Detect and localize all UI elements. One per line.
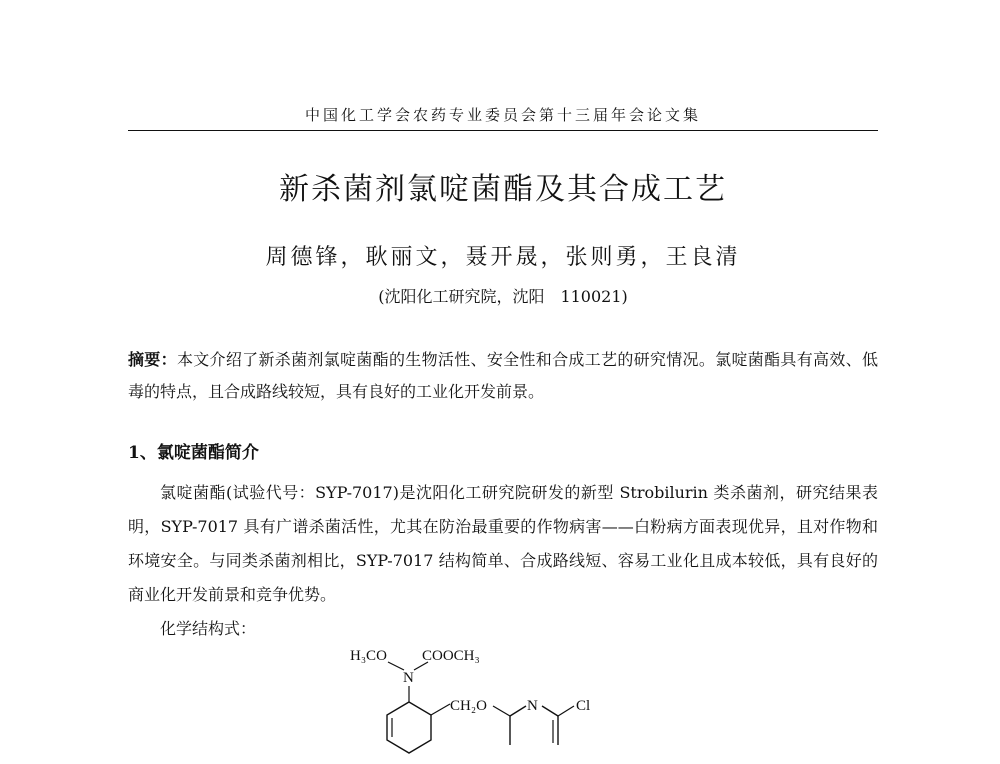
bond-o-pyridine — [493, 706, 510, 716]
cl-label: Cl — [576, 698, 591, 714]
running-header: 中国化工学会农药专业委员会第十三届年会论文集 — [304, 106, 701, 124]
header-rule — [128, 130, 878, 131]
affiliation: (沈阳化工研究院，沈阳 110021) — [378, 287, 628, 306]
pyridine-n-c-bond — [542, 706, 558, 716]
h3co-label: H₃CO — [350, 648, 387, 664]
bond-c-cl — [558, 706, 574, 716]
abstract — [128, 344, 878, 408]
bond-ring-ch2 — [431, 704, 450, 715]
cooch3-label: COOCH₃ — [422, 648, 480, 664]
pyridine-upper-bond — [510, 706, 526, 716]
paper-title: 新杀菌剂氯啶菌酯及其合成工艺 — [279, 172, 727, 207]
n-atom-label: N — [403, 670, 414, 686]
bond-n-methoxy — [388, 662, 404, 670]
section-heading: 1、氯啶菌酯简介 — [128, 443, 259, 463]
ch2o-label: CH₂O — [450, 698, 487, 714]
abstract-text: 本文介绍了新杀菌剂氯啶菌酯的生物活性、安全性和合成工艺的研究情况。氯啶菌酯具有高效、低毒的特点，且合成路线较短，具有良好的工业化开发前景。 — [128, 350, 878, 401]
pyridine-n-label: N — [527, 698, 538, 714]
benzene-ring — [387, 702, 431, 753]
structure-label: 化学结构式： — [160, 619, 257, 638]
structure-diagram — [330, 640, 630, 760]
abstract-label: 摘要： — [128, 350, 177, 369]
bond-n-ester — [414, 662, 428, 670]
author-list: 周德锋，耿丽文，聂开晟，张则勇，王良清 — [265, 245, 741, 270]
chemical-structure — [330, 640, 630, 760]
body-paragraph: 氯啶菌酯(试验代号：SYP-7017)是沈阳化工研究院研发的新型 Strobilurin 类杀菌剂，研究结果表明，SYP-7017 具有广谱杀菌活性，尤其在防治最重要的作物病害——白粉病方面表现优异，且对作物和环境安全。与同类杀菌剂相比，SYP-7017 结构简单、合成路线短、容易工业化且成本较低，具有良好的商业化开发前景和竞争优势。 — [128, 483, 878, 604]
